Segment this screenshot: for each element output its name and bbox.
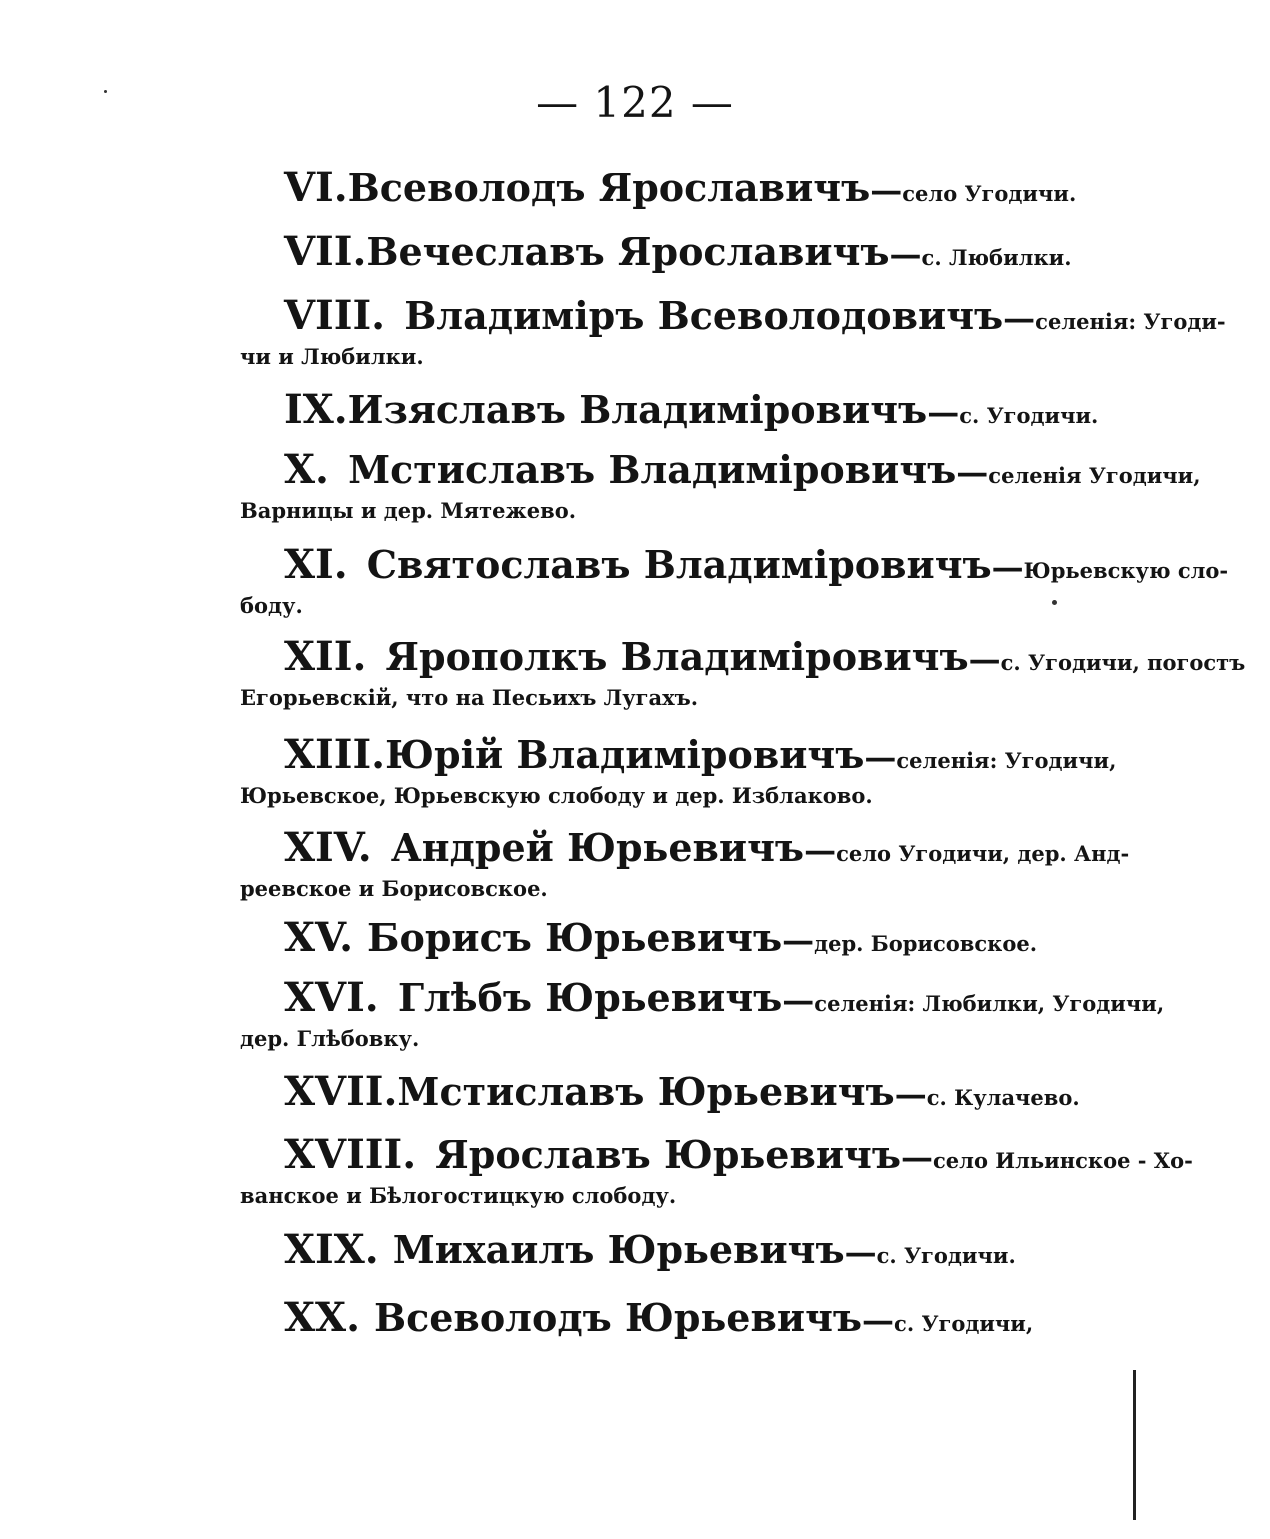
entry-dash: —	[862, 1301, 895, 1339]
entry-place: с. Угодичи, погостъ	[1000, 650, 1246, 675]
entry-numeral: XIX.	[284, 1226, 379, 1273]
entry-dash: —	[956, 453, 989, 491]
entry-numeral: XIII.	[284, 731, 386, 778]
entry-xix	[240, 1226, 1040, 1273]
entry-place: с. Угодичи.	[959, 403, 1099, 428]
entry-continuation: боду.	[240, 593, 303, 618]
entry-viii	[240, 292, 1226, 369]
entry-name: Владиміръ Всеволодовичъ	[404, 293, 1004, 338]
entry-place: село Угодичи, дер. Анд-	[836, 841, 1130, 866]
entry-place: с. Угодичи,	[894, 1311, 1034, 1336]
entry-name: Мстиславъ Юрьевичъ	[397, 1069, 895, 1114]
entry-name: Ярославъ Юрьевичъ	[435, 1132, 901, 1177]
entry-numeral: VI.	[284, 164, 348, 211]
entry-xii	[240, 633, 1246, 710]
entry-dash: —	[889, 235, 922, 273]
entry-head	[240, 1131, 933, 1178]
speck	[1052, 600, 1057, 605]
entry-numeral: XII.	[284, 633, 367, 680]
entry-head	[240, 446, 989, 493]
entry-xvii	[240, 1068, 1080, 1115]
entry-continuation: ванское и Бѣлогостицкую слободу.	[240, 1183, 677, 1208]
entry-name: Юрій Владиміровичъ	[385, 732, 865, 777]
entry-name: Ярополкъ Владиміровичъ	[385, 634, 969, 679]
entry-name: Глѣбъ Юрьевичъ	[397, 975, 783, 1020]
entry-numeral: XVII.	[284, 1068, 398, 1115]
entry-continuation: Юрьевское, Юрьевскую слободу и дер. Изблаково.	[240, 783, 873, 808]
entry-numeral: XIV.	[284, 824, 372, 871]
entry-xi	[240, 541, 1229, 618]
entry-name: Михаилъ Юрьевичъ	[392, 1227, 845, 1272]
entry-place: село Ильинское - Хо-	[933, 1148, 1193, 1173]
entry-vi	[240, 164, 1077, 211]
entry-xviii	[240, 1131, 1193, 1208]
entry-dash: —	[901, 1138, 933, 1176]
entry-dash: —	[1003, 299, 1036, 337]
entry-dash: —	[864, 738, 897, 776]
entry-name: Борисъ Юрьевичъ	[367, 915, 783, 960]
entry-numeral: XVIII.	[284, 1131, 417, 1178]
entry-continuation: дер. Глѣбовку.	[240, 1026, 420, 1051]
entry-xv	[240, 914, 1040, 961]
entry-place: село Угодичи.	[902, 181, 1077, 206]
entry-name: Святославъ Владиміровичъ	[366, 542, 992, 587]
entry-place: селенія: Любилки, Угодичи,	[814, 991, 1165, 1016]
entry-head	[240, 541, 1024, 588]
entry-xiii	[240, 731, 1117, 808]
entry-dash: —	[782, 921, 815, 959]
entry-dash: —	[870, 171, 903, 209]
entry-continuation: Варницы и дер. Мятежево.	[240, 498, 577, 523]
entry-dash: —	[894, 1075, 927, 1113]
entry-name: Мстиславъ Владиміровичъ	[348, 447, 957, 492]
entry-numeral: XI.	[284, 541, 348, 588]
entry-dash: —	[844, 1233, 877, 1271]
entry-place: селенія Угодичи,	[988, 463, 1201, 488]
entry-head	[240, 633, 1001, 680]
page-number: — 122 —	[536, 78, 734, 127]
entry-xiv	[240, 824, 1130, 901]
speck	[104, 90, 107, 93]
entry-head	[240, 292, 1036, 339]
entry-ix	[240, 386, 1099, 433]
entry-dash: —	[991, 548, 1024, 586]
entry-name: Всеволодъ Юрьевичъ	[374, 1295, 863, 1340]
entry-place: дер. Борисовское.	[814, 931, 1037, 956]
entry-dash: —	[804, 831, 837, 869]
entry-continuation: чи и Любилки.	[240, 344, 424, 369]
entry-xx	[240, 1294, 1040, 1341]
entry-xvi	[240, 974, 1165, 1051]
entry-head	[240, 824, 837, 871]
entry-vii	[240, 228, 1072, 275]
entry-dash: —	[968, 640, 1001, 678]
entry-place: с. Любилки.	[921, 245, 1072, 270]
entry-numeral: IX.	[284, 386, 348, 433]
entry-name: Изяславъ Владиміровичъ	[347, 387, 928, 432]
entry-place: Юрьевскую сло-	[1023, 558, 1229, 583]
entry-place: с. Кулачево.	[926, 1085, 1080, 1110]
entry-continuation: Егорьевскій, что на Песьихъ Лугахъ.	[240, 685, 699, 710]
page-edge-shadow	[1133, 1370, 1136, 1520]
entry-place: селенія: Угодичи,	[896, 748, 1117, 773]
entry-dash: —	[782, 981, 815, 1019]
entry-name: Андрей Юрьевичъ	[390, 825, 805, 870]
entry-name: Вечеславъ Ярославичъ	[366, 229, 890, 274]
entry-dash: —	[927, 393, 960, 431]
entry-continuation: реевское и Борисовское.	[240, 876, 548, 901]
entry-numeral: VIII.	[284, 292, 386, 339]
entry-place: с. Угодичи.	[876, 1243, 1016, 1268]
entry-numeral: XX.	[284, 1294, 360, 1341]
entry-numeral: XV.	[284, 914, 354, 961]
entry-head	[240, 974, 815, 1021]
entry-numeral: XVI.	[284, 974, 379, 1021]
entry-place: селенія: Угоди-	[1035, 309, 1226, 334]
entry-numeral: X.	[284, 446, 329, 493]
entry-numeral: VII.	[284, 228, 367, 275]
entry-x	[240, 446, 1201, 523]
entry-name: Всеволодъ Ярославичъ	[347, 165, 871, 210]
